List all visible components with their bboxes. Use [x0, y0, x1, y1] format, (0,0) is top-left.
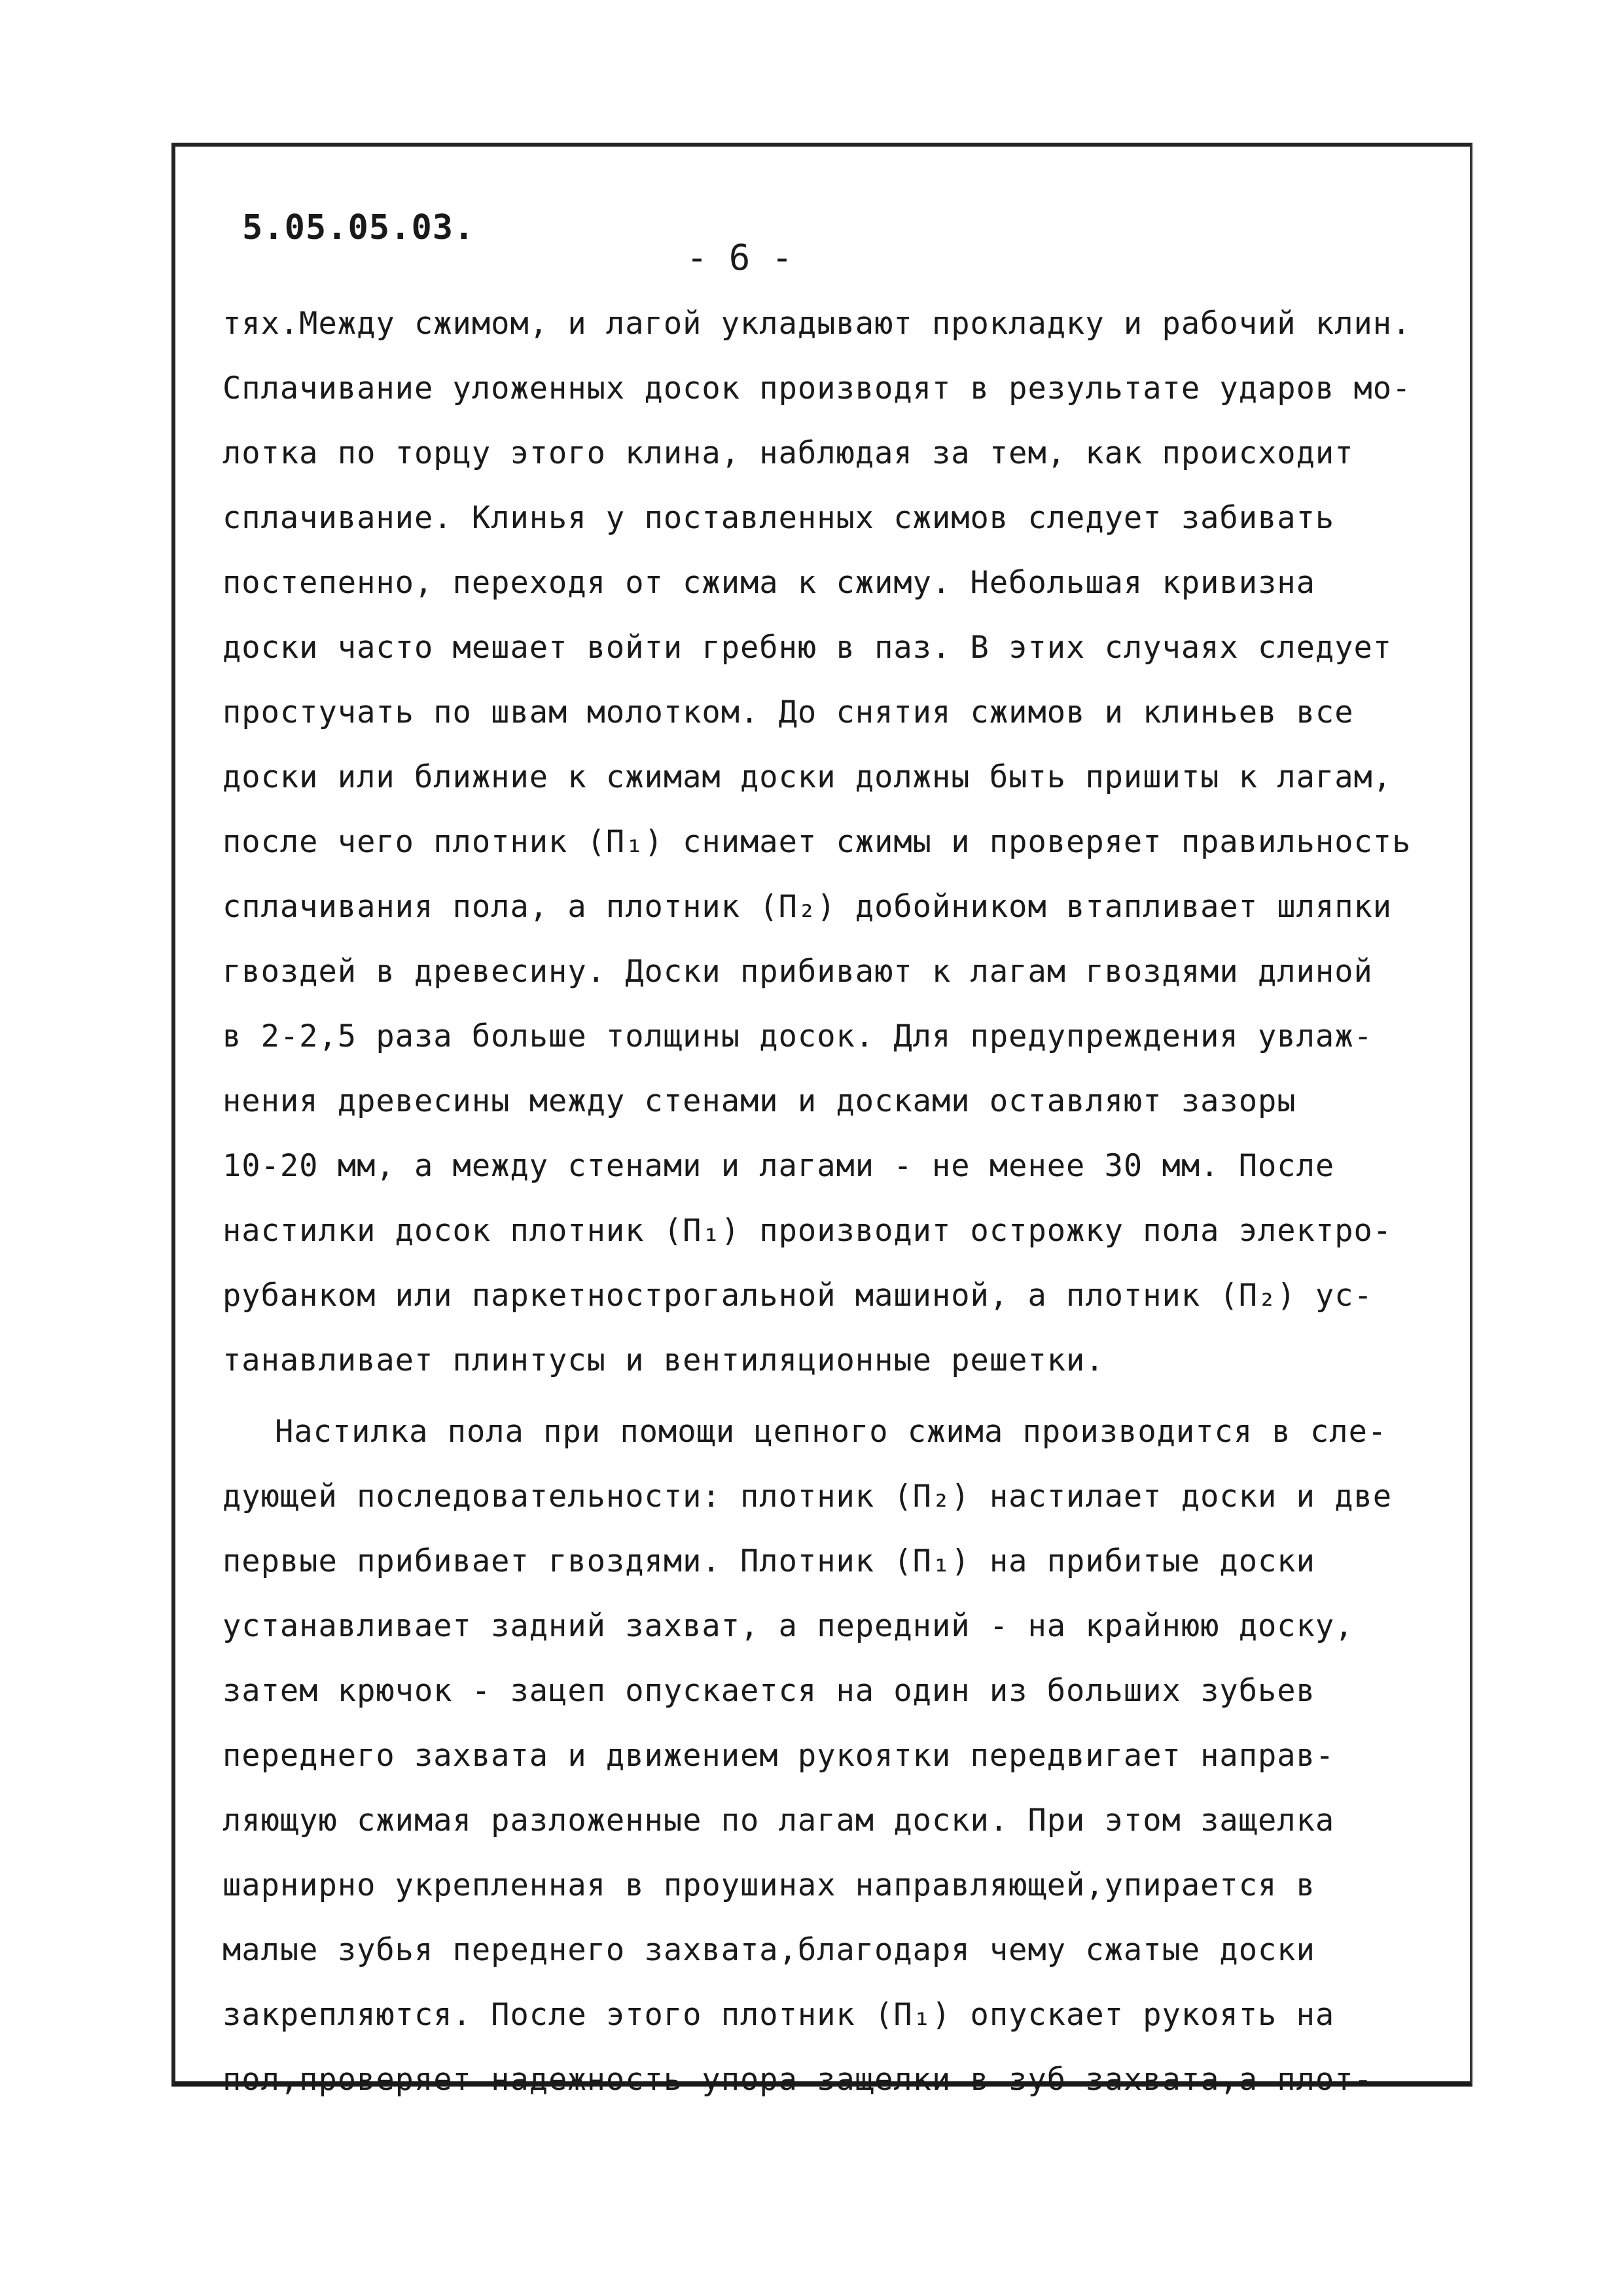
text-line: доски часто мешает войти гребню в паз. В этих случаях следует	[223, 630, 1393, 666]
text-line: нения древесины между стенами и досками оставляют зазоры	[223, 1083, 1296, 1119]
text-line: доски или ближние к сжимам доски должны быть пришиты к лагам,	[223, 759, 1393, 795]
text-line: сплачивания пола, а плотник (П₂) добойником втапливает шляпки	[223, 889, 1393, 925]
text-line: первые прибивает гвоздями. Плотник (П₁) на прибитые доски	[223, 1543, 1315, 1579]
text-line: гвоздей в древесину. Доски прибивают к лагам гвоздями длиной	[223, 954, 1373, 990]
text-line: настилки досок плотник (П₁) производит острожку пола электро-	[223, 1213, 1393, 1249]
page-number: - 6 -	[686, 237, 793, 278]
paragraph	[223, 1399, 1453, 2112]
text-line: Сплачивание уложенных досок производят в результате ударов мо-	[223, 370, 1412, 406]
text-line: малые зубья переднего захвата,благодаря чему сжатые доски	[223, 1932, 1315, 1968]
text-line: дующей последовательности: плотник (П₂) настилает доски и две	[223, 1479, 1393, 1515]
body-text	[223, 291, 1453, 2112]
text-line: переднего захвата и движением рукоятки передвигает направ-	[223, 1738, 1335, 1774]
text-line: сплачивание. Клинья у поставленных сжимов следует забивать	[223, 500, 1335, 536]
text-line: танавливает плинтусы и вентиляционные решетки.	[223, 1342, 1105, 1378]
text-line: закрепляются. После этого плотник (П₁) опускает рукоять на	[223, 1997, 1335, 2033]
text-line: пол,проверяет надежность упора защелки в зуб захвата,а плот-	[223, 2062, 1373, 2098]
text-line: шарнирно укрепленная в проушинах направляющей,упирается в	[223, 1867, 1315, 1903]
text-line: затем крючок - зацеп опускается на один из больших зубьев	[223, 1673, 1315, 1709]
text-line: устанавливает задний захват, а передний - на крайнюю доску,	[223, 1608, 1354, 1644]
text-line: тях.Между сжимом, и лагой укладывают прокладку и рабочий клин.	[223, 306, 1412, 342]
text-line: в 2-2,5 раза больше толщины досок. Для предупреждения увлаж-	[223, 1018, 1373, 1054]
text-line: лотка по торцу этого клина, наблюдая за тем, как происходит	[223, 435, 1354, 471]
text-line: после чего плотник (П₁) снимает сжимы и проверяет правильность	[223, 824, 1412, 860]
document-code: 5.05.05.03.	[242, 208, 475, 247]
text-line: постепенно, переходя от сжима к сжиму. Небольшая кривизна	[223, 565, 1315, 601]
paragraph	[223, 291, 1453, 1393]
text-line: ляющую сжимая разложенные по лагам доски. При этом защелка	[223, 1803, 1335, 1839]
text-line: Настилка пола при помощи цепного сжима производится в сле-	[275, 1414, 1387, 1450]
paragraph-gap	[223, 1393, 1453, 1399]
text-line: 10-20 мм, а между стенами и лагами - не менее 30 мм. После	[223, 1148, 1335, 1184]
text-line: простучать по швам молотком. До снятия сжимов и клиньев все	[223, 694, 1354, 730]
text-line: рубанком или паркетнострогальной машиной, а плотник (П₂) ус-	[223, 1278, 1373, 1314]
